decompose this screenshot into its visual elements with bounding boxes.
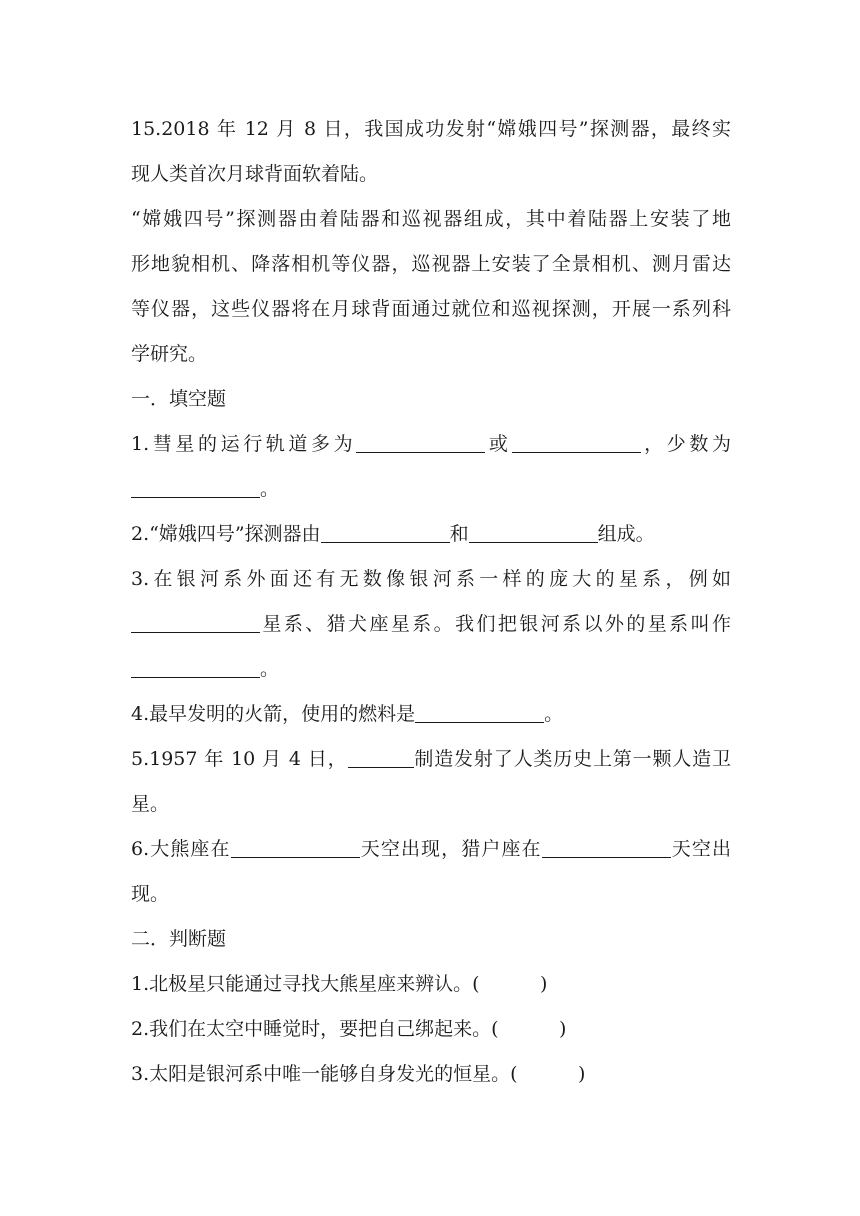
answer-blank[interactable]: [131, 479, 260, 498]
intro-line: 学研究。: [131, 343, 208, 365]
question-text: 2.我们在太空中睡觉时，要把自己绑起来。: [131, 1018, 492, 1040]
question-1: [131, 432, 731, 456]
question-text: 2.“嫦娥四号”探测器由: [131, 523, 321, 545]
answer-blank[interactable]: [131, 659, 260, 678]
question-text: 4.最早发明的火箭，使用的燃料是: [131, 703, 416, 725]
section-heading-fill-in: 一．填空题: [131, 388, 227, 410]
question-text: 1.彗星的运行轨道多为: [131, 433, 357, 455]
intro-line: “嫦娥四号”探测器由着陆器和巡视器组成，其中着陆器上安装了地: [131, 208, 731, 230]
question-text: 。: [260, 478, 280, 500]
answer-blank[interactable]: [469, 524, 598, 543]
question-5: [131, 747, 731, 771]
question-text: ，少数为: [640, 433, 731, 455]
judge-question-3: [131, 1062, 731, 1086]
answer-blank[interactable]: [415, 704, 544, 723]
answer-blank[interactable]: [356, 434, 485, 453]
question-3-cont: [131, 612, 731, 636]
answer-blank[interactable]: [542, 839, 671, 858]
question-5-cont: 星。: [131, 793, 170, 815]
answer-blank[interactable]: [512, 434, 641, 453]
question-text: 星系、猎犬座星系。我们把银河系以外的星系叫作: [260, 613, 731, 635]
intro-line: 15.2018 年 12 月 8 日，我国成功发射“嫦娥四号”探测器，最终实: [131, 118, 731, 140]
question-text: 天空出: [670, 838, 731, 860]
question-1-cont: [131, 477, 731, 501]
question-text: 天空出现，猎户座在: [359, 838, 542, 860]
question-3: 3.在银河系外面还有无数像银河系一样的庞大的星系，例如: [131, 568, 731, 590]
question-text: 6.大熊座在: [131, 838, 231, 860]
question-4: [131, 702, 731, 726]
question-6: [131, 837, 731, 861]
intro-line: 等仪器，这些仪器将在月球背面通过就位和巡视探测，开展一系列科: [131, 298, 731, 320]
question-text: 3.太阳是银河系中唯一能够自身发光的恒星。: [131, 1063, 511, 1085]
question-text: 或: [485, 433, 512, 455]
question-text: 5.1957 年 10 月 4 日，: [131, 748, 348, 770]
judge-question-2: [131, 1017, 731, 1041]
answer-blank[interactable]: [131, 614, 260, 633]
intro-line: 形地貌相机、降落相机等仪器，巡视器上安装了全景相机、测月雷达: [131, 253, 731, 275]
answer-blank[interactable]: [321, 524, 450, 543]
answer-parentheses[interactable]: ( ): [472, 973, 548, 995]
answer-blank[interactable]: [348, 749, 414, 768]
judge-question-1: [131, 972, 731, 996]
question-3-cont: [131, 657, 731, 681]
question-2: [131, 522, 731, 546]
question-text: 和: [449, 523, 469, 545]
section-heading-true-false: 二．判断题: [131, 928, 227, 950]
question-text: 。: [544, 703, 564, 725]
question-6-cont: 现。: [131, 883, 170, 905]
question-text: 1.北极星只能通过寻找大熊星座来辨认。: [131, 973, 473, 995]
question-text: 组成。: [597, 523, 655, 545]
intro-line: 现人类首次月球背面软着陆。: [131, 163, 379, 185]
question-text: 制造发射了人类历史上第一颗人造卫: [413, 748, 731, 770]
answer-parentheses[interactable]: ( ): [491, 1018, 567, 1040]
question-text: 。: [260, 658, 280, 680]
answer-blank[interactable]: [231, 839, 360, 858]
answer-parentheses[interactable]: ( ): [510, 1063, 586, 1085]
